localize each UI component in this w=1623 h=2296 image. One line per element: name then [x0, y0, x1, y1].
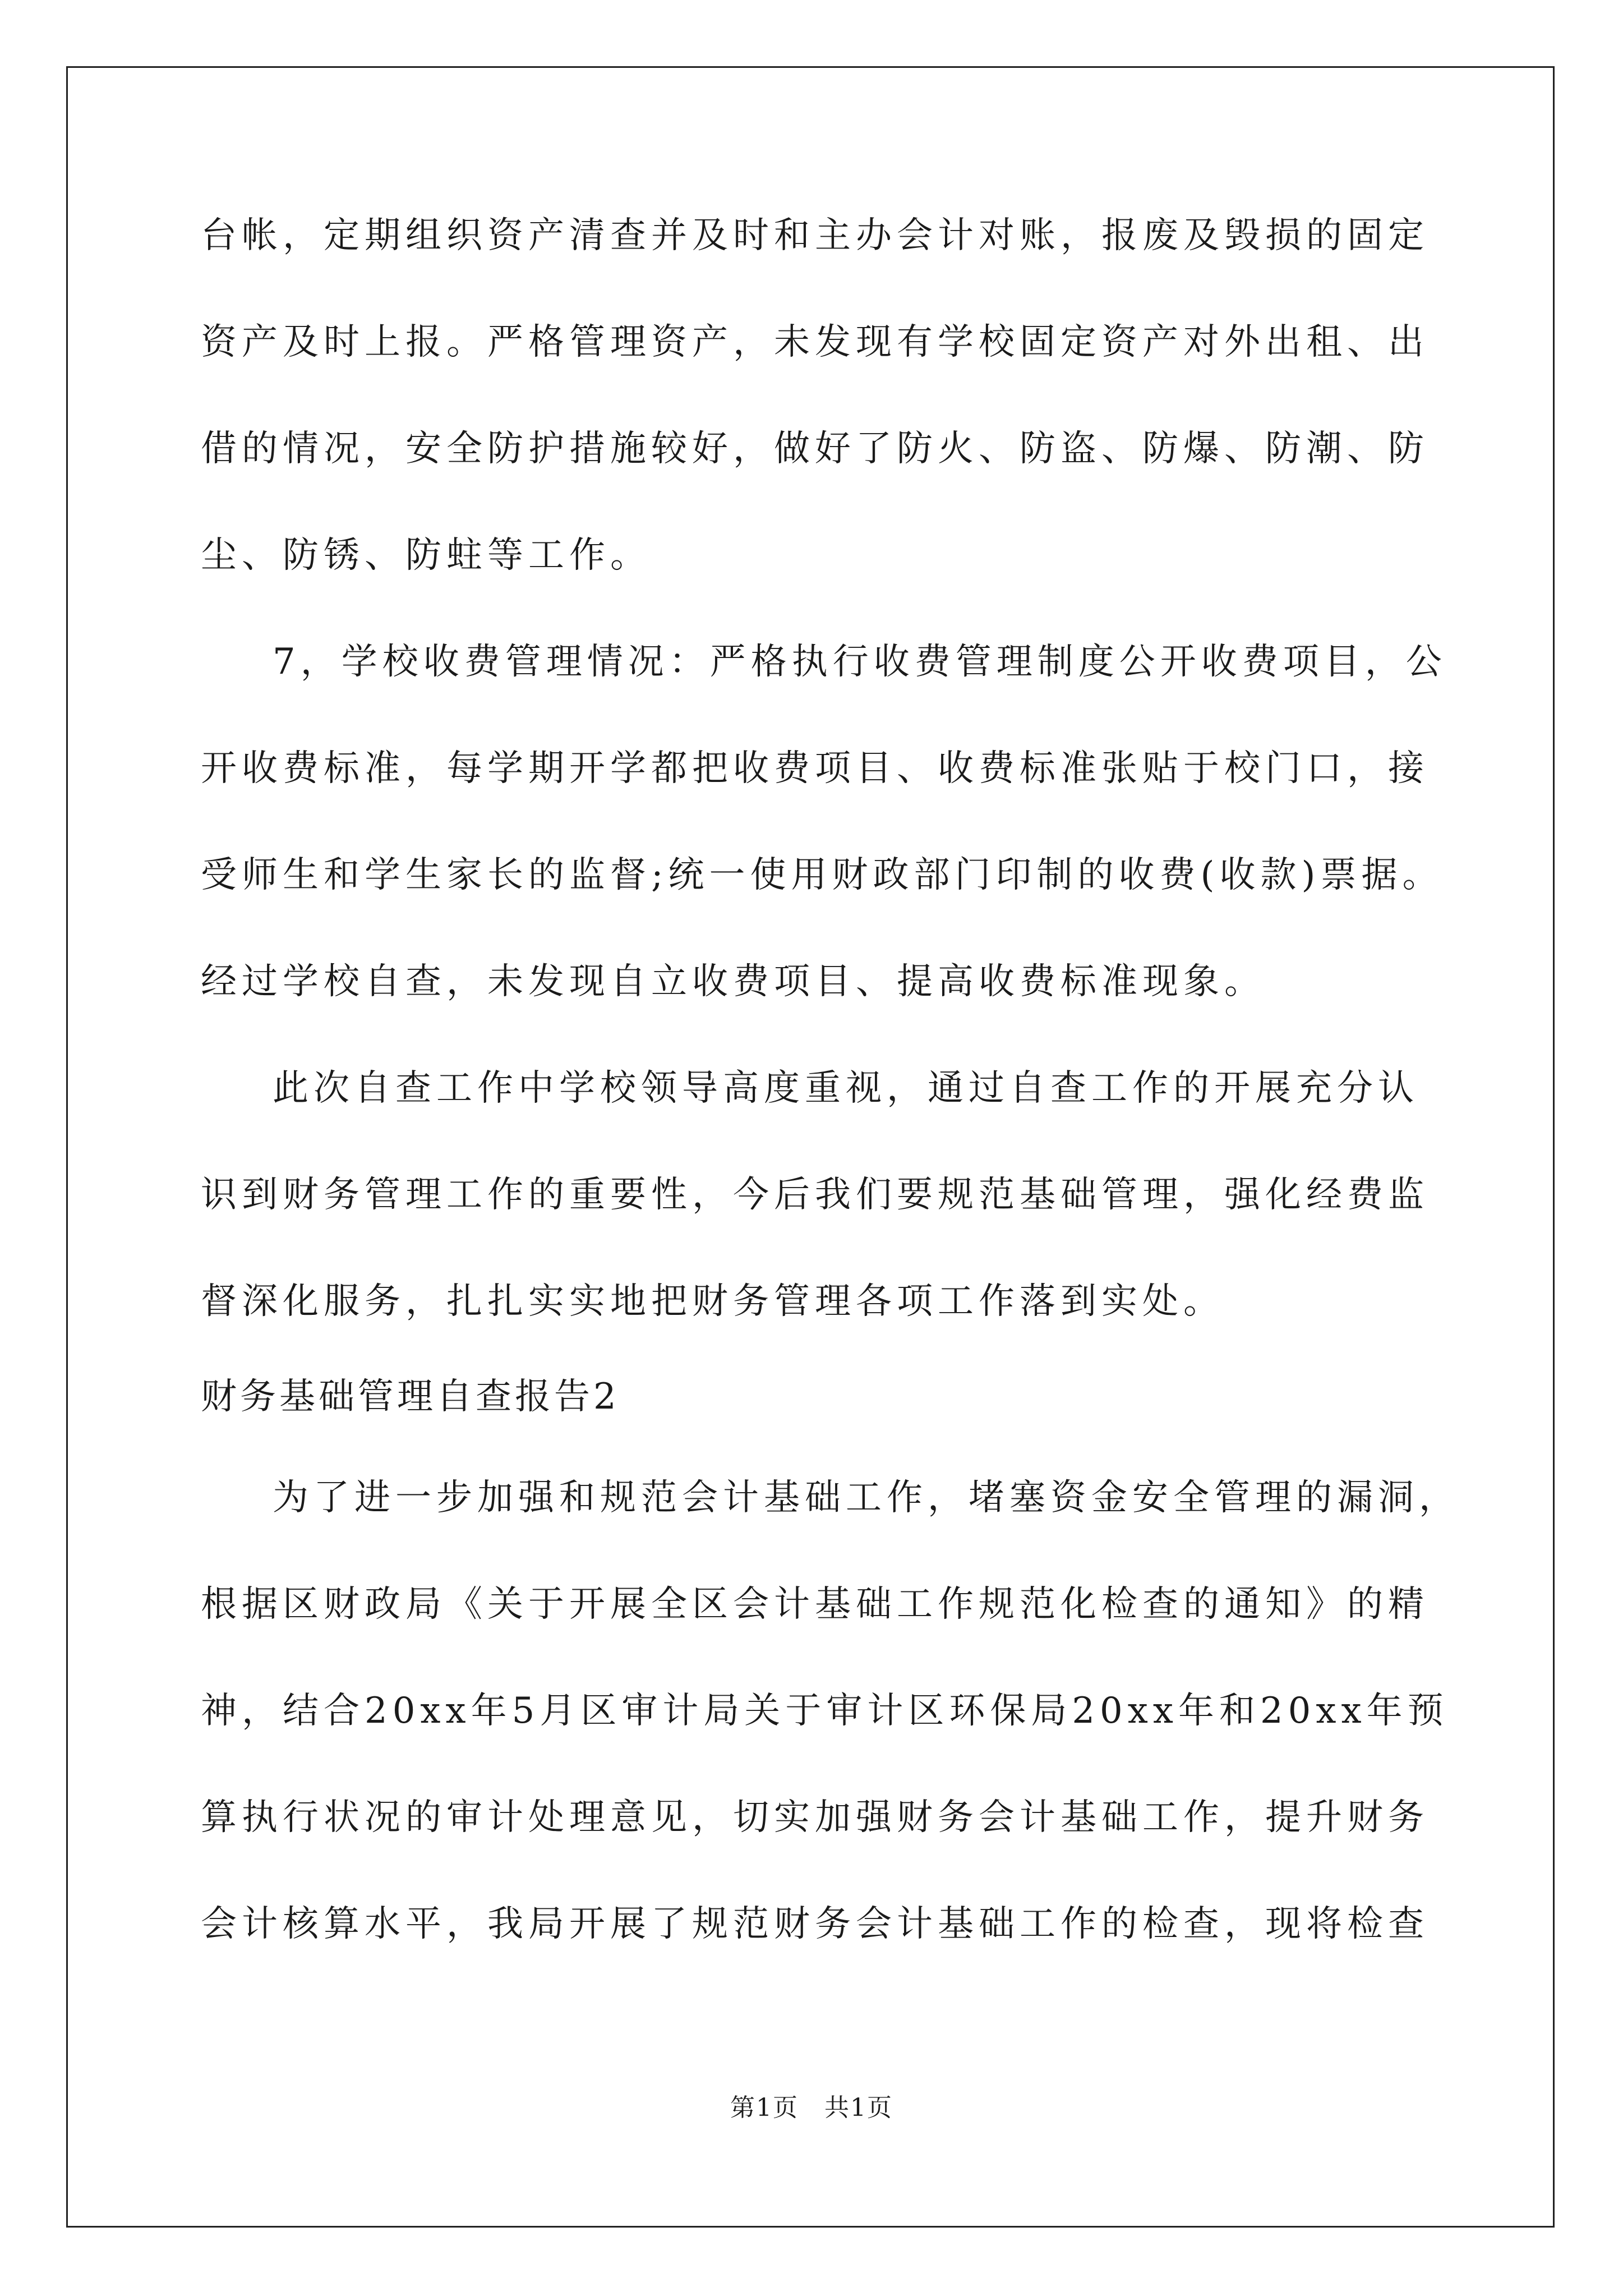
- text-line: 尘、防锈、防蛀等工作。: [201, 535, 651, 576]
- text-line: 神，结合20xx年5月区审计局关于审计区环保局20xx年和20xx年预: [201, 1690, 1449, 1732]
- text-line: 经过学校自查，未发现自立收费项目、提高收费标准现象。: [201, 961, 1265, 1002]
- text-line: 开收费标准，每学期开学都把收费项目、收费标准张贴于校门口，接: [201, 748, 1429, 789]
- paragraph-start-line: 为了进一步加强和规范会计基础工作，堵塞资金安全管理的漏洞，: [273, 1477, 1460, 1519]
- text-line: 根据区财政局《关于开展全区会计基础工作规范化检查的通知》的精: [201, 1584, 1429, 1625]
- text-line: 会计核算水平，我局开展了规范财务会计基础工作的检查，现将检查: [201, 1903, 1429, 1945]
- text-line: 借的情况，安全防护措施较好，做好了防火、防盗、防爆、防潮、防: [201, 428, 1429, 470]
- text-line: 算执行状况的审计处理意见，切实加强财务会计基础工作，提升财务: [201, 1797, 1429, 1838]
- page-footer: 第1页 共1页: [730, 2093, 893, 2122]
- text-line: 督深化服务，扎扎实实地把财务管理各项工作落到实处。: [201, 1281, 1224, 1322]
- text-line: 受师生和学生家长的监督;统一使用财政部门印制的收费(收款)票据。: [201, 854, 1444, 896]
- section-heading: 财务基础管理自查报告2: [201, 1376, 620, 1418]
- text-line: 台帐，定期组织资产清查并及时和主办会计对账，报废及毁损的固定: [201, 215, 1429, 256]
- text-line: 识到财务管理工作的重要性，今后我们要规范基础管理，强化经费监: [201, 1174, 1429, 1216]
- paragraph-start-line: 7，学校收费管理情况：严格执行收费管理制度公开收费项目，公: [273, 641, 1447, 683]
- paragraph-start-line: 此次自查工作中学校领导高度重视，通过自查工作的开展充分认: [273, 1068, 1419, 1109]
- text-line: 资产及时上报。严格管理资产，未发现有学校固定资产对外出租、出: [201, 321, 1429, 363]
